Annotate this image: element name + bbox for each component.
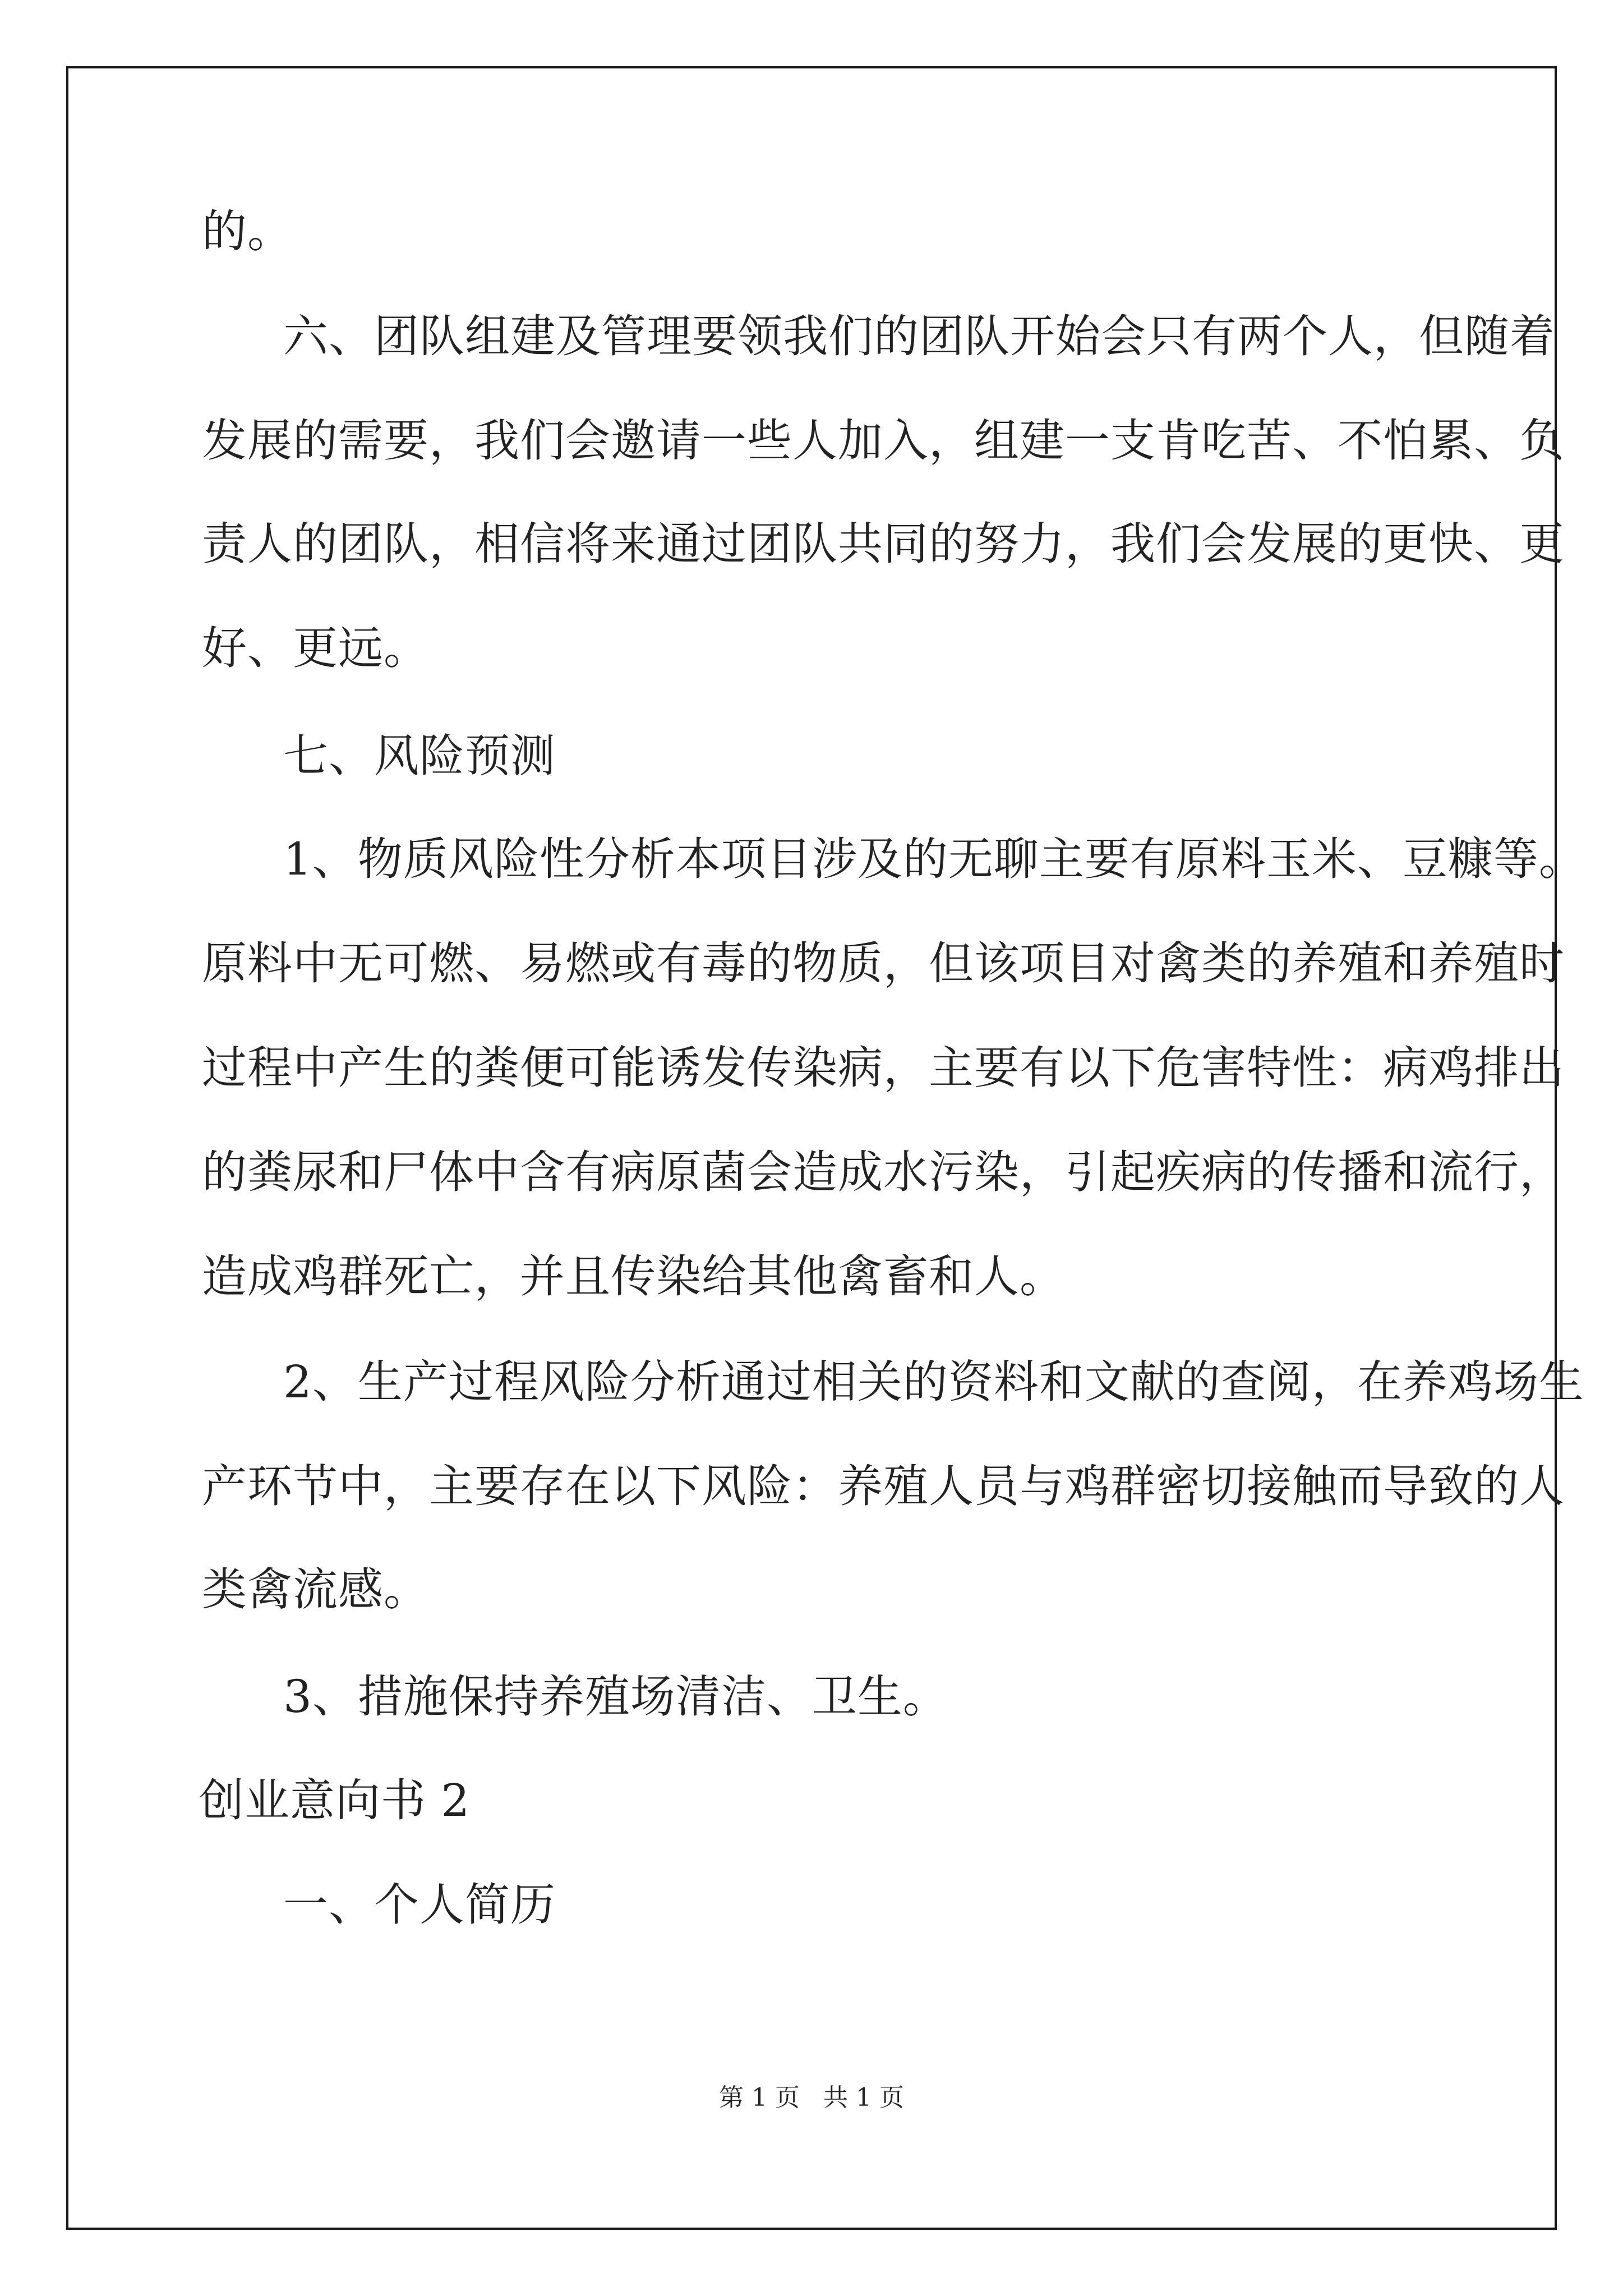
body-line-8: 原料中无可燃、易燃或有毒的物质，但该项目对禽类的养殖和养殖时 — [202, 937, 1565, 990]
body-line-12: 2、生产过程风险分析通过相关的资料和文献的查阅，在养鸡场生 — [283, 1356, 1584, 1408]
body-line-4: 责人的团队，相信将来通过团队共同的努力，我们会发展的更快、更 — [202, 518, 1565, 570]
body-line-2: 六、团队组建及管理要领我们的团队开始会只有两个人，但随着 — [283, 310, 1555, 362]
body-line-11: 造成鸡群死亡，并且传染给其他禽畜和人。 — [202, 1250, 1065, 1303]
body-line-13: 产环节中，主要存在以下风险：养殖人员与鸡群密切接触而导致的人 — [202, 1460, 1565, 1512]
body-line-1: 的。 — [202, 205, 293, 257]
body-line-5: 好、更远。 — [202, 622, 429, 674]
body-line-14: 类禽流感。 — [202, 1563, 429, 1616]
body-line-17: 一、个人简历 — [283, 1879, 556, 1931]
body-line-6: 七、风险预测 — [283, 730, 556, 782]
body-line-3: 发展的需要，我们会邀请一些人加入，组建一支肯吃苦、不怕累、负 — [202, 415, 1565, 467]
body-line-15: 3、措施保持养殖场清洁、卫生。 — [283, 1671, 948, 1723]
page-footer: 第 1 页 共 1 页 — [719, 2083, 904, 2112]
body-line-9: 过程中产生的粪便可能诱发传染病，主要有以下危害特性：病鸡排出 — [202, 1042, 1565, 1094]
body-line-10: 的粪尿和尸体中含有病原菌会造成水污染，引起疾病的传播和流行， — [202, 1146, 1565, 1198]
body-line-7: 1、物质风险性分析本项目涉及的无聊主要有原料玉米、豆糠等。 — [283, 833, 1584, 885]
section-heading: 创业意向书 2 — [199, 1774, 471, 1826]
